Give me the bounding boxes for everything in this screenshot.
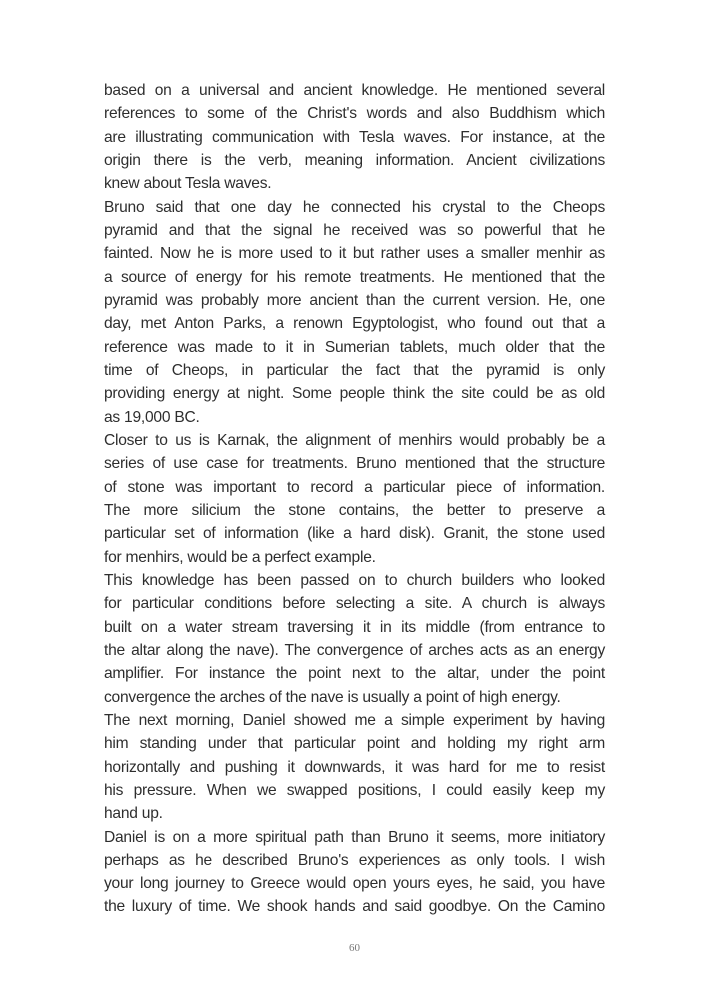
text-line: reference was made to it in Sumerian tablets, much older that the [104,338,605,356]
text-line: him standing under that particular point and holding my right arm [104,735,605,753]
text-line: convergence the arches of the nave is usually a point of high energy. [104,688,561,706]
text-line: references to some of the Christ's words and also Buddhism which [104,105,605,123]
text-line: the altar along the nave). The convergence of arches acts as an energy [104,641,605,659]
text-line: of stone was important to record a particular piece of information. [104,478,605,496]
text-line: knew about Tesla waves. [104,175,272,193]
paragraph [104,709,605,826]
page-number: 60 [349,942,360,954]
text-line: This knowledge has been passed on to church builders who looked [104,571,605,589]
text-line: are illustrating communication with Tesla waves. For instance, at the [104,128,605,146]
paragraph [104,196,605,429]
paragraph [104,826,605,919]
body-text [104,79,605,919]
text-line: Closer to us is Karnak, the alignment of menhirs would probably be a [104,431,605,449]
text-line: series of use case for treatments. Bruno mentioned that the structure [104,455,605,473]
text-line: Bruno said that one day he connected his crystal to the Cheops [104,198,605,216]
text-line: Daniel is on a more spiritual path than Bruno it seems, more initiatory [104,828,605,846]
paragraph [104,429,605,569]
text-line: fainted. Now he is more used to it but rather uses a smaller menhir as [104,245,605,263]
text-line: The next morning, Daniel showed me a simple experiment by having [104,711,605,729]
text-line: time of Cheops, in particular the fact that the pyramid is only [104,361,605,379]
text-line: hand up. [104,805,163,823]
text-line: his pressure. When we swapped positions, I could easily keep my [104,781,605,799]
text-line: your long journey to Greece would open yours eyes, he said, you have [104,875,605,893]
text-line: horizontally and pushing it downwards, it was hard for me to resist [104,758,605,776]
text-line: day, met Anton Parks, a renown Egyptologist, who found out that a [104,315,605,333]
text-line: origin there is the verb, meaning information. Ancient civilizations [104,151,605,169]
paragraph [104,79,605,196]
text-line: particular set of information (like a hard disk). Granit, the stone used [104,525,605,543]
text-line: as 19,000 BC. [104,408,200,426]
text-line: pyramid and that the signal he received was so powerful that he [104,221,605,239]
text-line: the luxury of time. We shook hands and said goodbye. On the Camino [104,898,605,916]
text-line: providing energy at night. Some people think the site could be as old [104,385,605,403]
text-line: perhaps as he described Bruno's experiences as only tools. I wish [104,851,605,869]
text-line: pyramid was probably more ancient than the current version. He, one [104,291,605,309]
text-line: amplifier. For instance the point next to the altar, under the point [104,665,605,683]
text-line: for menhirs, would be a perfect example. [104,548,376,566]
text-line: based on a universal and ancient knowledge. He mentioned several [104,82,605,99]
text-line: a source of energy for his remote treatments. He mentioned that the [104,268,605,286]
text-line: for particular conditions before selecting a site. A church is always [104,595,605,613]
text-line: The more silicium the stone contains, the better to preserve a [104,501,605,519]
text-line: built on a water stream traversing it in its middle (from entrance to [104,618,605,636]
paragraph [104,569,605,709]
